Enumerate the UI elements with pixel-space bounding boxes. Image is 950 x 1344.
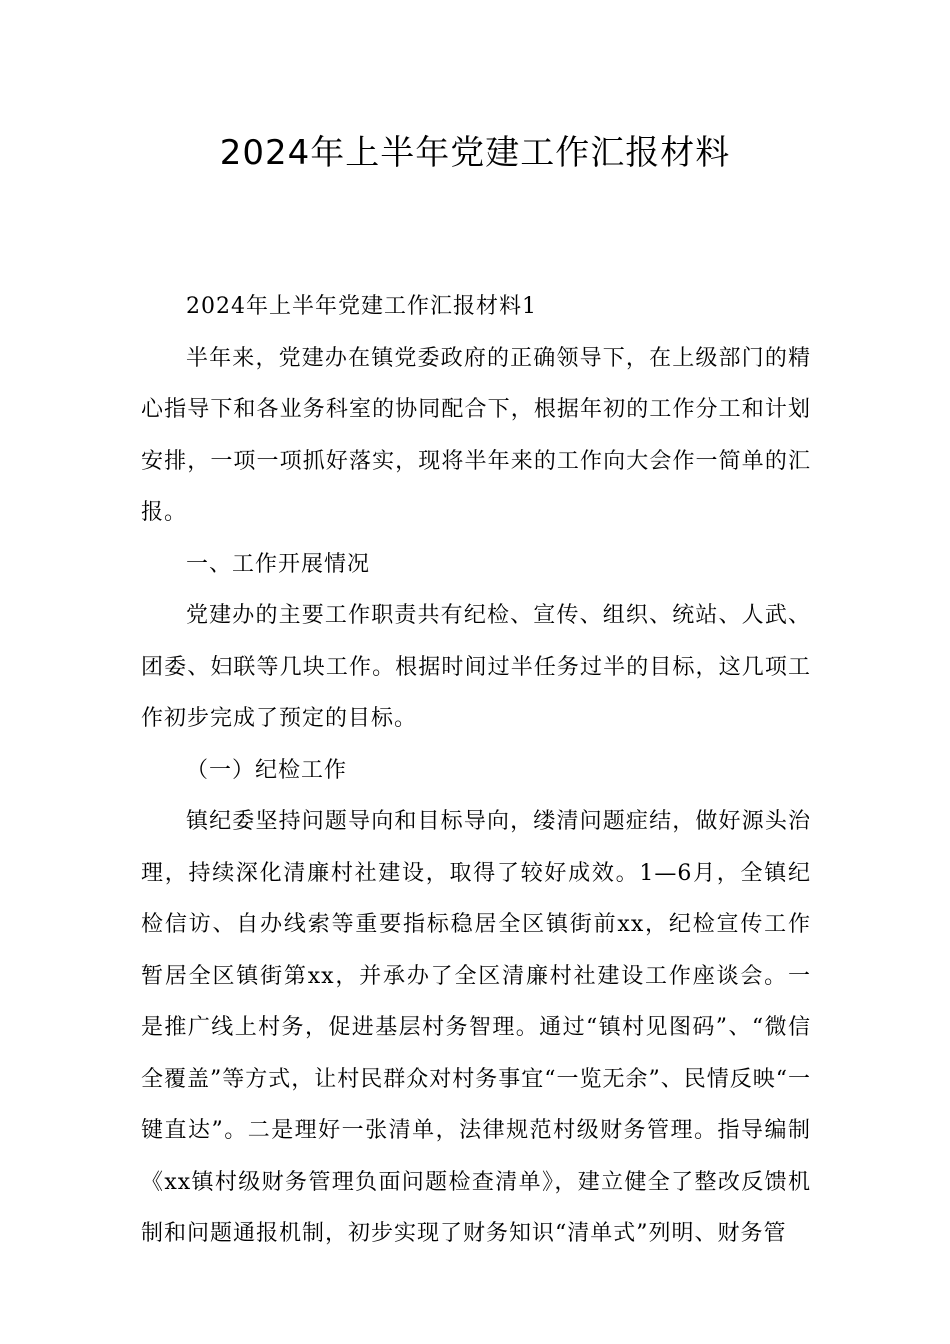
section-heading: 一、工作开展情况 [186, 551, 371, 577]
subsection-paragraph: 镇纪委坚持问题导向和目标导向，缕清问题症结，做好源头治理，持续深化清廉村社建设，取得了较好成效。1—6月，全镇纪检信访、自办线索等重要指标稳居全区镇街前xx，纪检宣传工作暂居全区镇街第xx，并承办了全区清廉村社建设工作座谈会。一是推广线上村务，促进基层村务智理。通过“镇村见图码”、“微信全覆盖”等方式，让村民群众对村务事宜“一览无余”、民情反映“一键直达”。二是理好一张清单，法律规范村级财务管理。指导编制《xx镇村级财务管理负面问题检查清单》，建立健全了整改反馈机制和问题通报机制，初步实现了财务知识“清单式”列明、财务管 [141, 809, 811, 1246]
document-subtitle: 2024年上半年党建工作汇报材料1 [186, 294, 537, 319]
section-paragraph: 党建办的主要工作职责共有纪检、宣传、组织、统站、人武、团委、妇联等几块工作。根据时间过半任务过半的目标，这几项工作初步完成了预定的目标。 [141, 603, 811, 731]
subsection-heading: （一）纪检工作 [186, 757, 348, 783]
intro-paragraph: 半年来，党建办在镇党委政府的正确领导下，在上级部门的精心指导下和各业务科室的协同配合下，根据年初的工作分工和计划安排，一项一项抓好落实，现将半年来的工作向大会作一简单的汇报。 [141, 345, 811, 525]
document-title: 2024年上半年党建工作汇报材料 [219, 133, 731, 173]
document-body [141, 281, 811, 1260]
